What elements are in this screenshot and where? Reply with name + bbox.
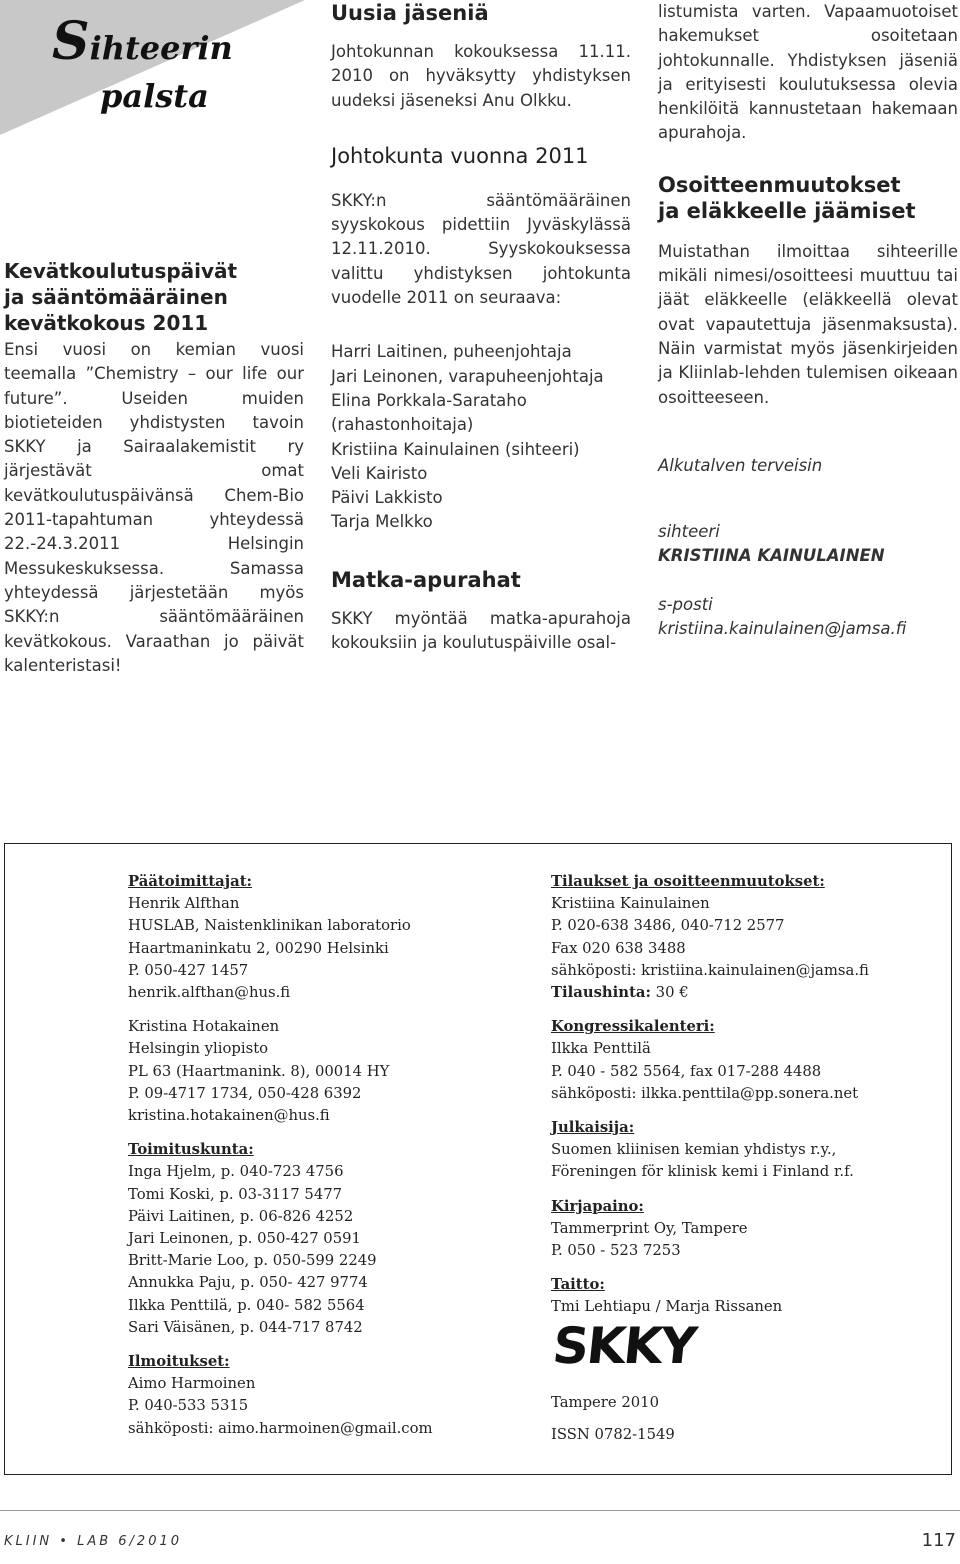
spring-days-heading: Kevätkoulutuspäivät ja sääntömääräinen kevätkokous 2011 xyxy=(4,259,238,335)
title-initial: S xyxy=(52,11,90,72)
committee-label: Toimituskunta: xyxy=(128,1141,254,1159)
title-line2: palsta xyxy=(100,77,209,115)
colophon-left-column: Päätoimittajat: Henrik Alfthan HUSLAB, Naistenklinikan laboratorio Haartmaninkatu 2, 00290 Helsinki P. 050-427 1457 henrik.alfthan@hus.fi Kristina Hotakainen Helsingin yliopisto PL 63 (Haartmanink. 8), 00014 HY P. 09-4717 1734, 050-428 6392 kristina.hotakainen@hus.fi Toimituskunta: Inga Hjelm, p. 040-723 4756 Tomi Koski, p. 03-3117 5477 Päivi Laitinen, p. 06-826 4252 Jari Leinonen, p. 050-427 0591 Britt-Marie Loo, p. 050-599 2249 Annukka Paju, p. 050- 427 9774 Ilkka Penttilä, p. 040- 582 5564 Sari Väisänen, p. 044-717 8742 Ilmoitukset: Aimo Harmoinen P. 040-533 5315 sähköposti: aimo.harmoinen@gmail.com xyxy=(128,871,528,1440)
ads-label: Ilmoitukset: xyxy=(128,1353,230,1371)
publisher-label: Julkaisija: xyxy=(551,1119,635,1137)
place-year: Tampere 2010 xyxy=(551,1394,659,1411)
issn: ISSN 0782-1549 xyxy=(551,1426,675,1443)
spring-days-text: Ensi vuosi on kemian vuosi teemalla ”Chemistry – our life our future”. Useiden muiden biotieteiden yhdistysten tavoin SKKY ja Sairaalakemistit ry järjestävät omat kevätkoulutuspäivänsä Chem-Bio 2011-tapahtuman yhteydessä 22.-24.3.2011 Helsingin Messukeskuksessa. Samassa yhteydessä järjestetään myös SKKY:n sääntömääräinen kevätkokous. Varaathan jo päivät kalenteristasi! xyxy=(4,340,304,675)
address-change-heading: Osoitteenmuutokset ja eläkkeelle jäämiset xyxy=(658,172,916,223)
board-member: Jari Leinonen, varapuheenjohtaja xyxy=(331,366,604,386)
travel-grant-text: SKKY myöntää matka-apurahoja kokouksiin ja koulutuspäiville osal- xyxy=(331,608,631,653)
printer-label: Kirjapaino: xyxy=(551,1197,644,1215)
board-member: Päivi Lakkisto xyxy=(331,488,443,508)
journal-footer: KLIIN • LAB 6/2010 xyxy=(4,1534,183,1549)
travel-grant-text-cont: listumista varten. Vapaamuotoiset hakemukset osoitetaan johtokunnalle. Yhdistyksen jäseniä ja erityisesti koulutuksessa olevia henkilöitä kannustetaan hakemaan apurahoja. xyxy=(658,2,958,143)
board-intro: SKKY:n sääntömääräinen syyskokous pidettiin Jyväskylässä 12.11.2010. Syyskokouksessa valittu yhdistyksen johtokunta vuodelle 2011 on seuraava: xyxy=(331,190,631,308)
email-label: s-posti xyxy=(658,594,713,614)
colophon-right-column: Tilaukset ja osoitteenmuutokset: Kristiina Kainulainen P. 020-638 3486, 040-712 2577 Fax 020 638 3488 sähköposti: kristiina.kainulainen@jamsa.fi Tilaushinta: 30 € Kongressikalenteri: Ilkka Penttilä P. 040 - 582 5564, fax 017-288 4488 sähköposti: ilkka.penttila@pp.sonera.net Julkaisija: Suomen kliinisen kemian yhdistys r.y., Föreningen för klinisk kemi i Finland r.f. Kirjapaino: Tammerprint Oy, Tampere P. 050 - 523 7253 Taitto: Tmi Lehtiapu / Marja Rissanen xyxy=(551,871,941,1319)
board-heading: Johtokunta vuonna 2011 xyxy=(331,143,589,168)
title-rest: ihteerin xyxy=(89,29,233,67)
board-member: Elina Porkkala-Sarataho (rahastonhoitaja) xyxy=(331,390,527,435)
editors-label: Päätoimittajat: xyxy=(128,873,253,890)
orders-label: Tilaukset ja osoitteenmuutokset: xyxy=(551,873,825,890)
congress-label: Kongressikalenteri: xyxy=(551,1018,715,1036)
signature-name: KRISTIINA KAINULAINEN xyxy=(658,546,885,566)
right-column xyxy=(658,0,958,641)
skky-logo: SKKY xyxy=(549,1317,698,1375)
secretary-email: kristiina.kainulainen@jamsa.fi xyxy=(658,619,907,639)
board-member: Harri Laitinen, puheenjohtaja xyxy=(331,342,572,362)
travel-grant-heading: Matka-apurahat xyxy=(331,567,521,592)
new-members-heading: Uusia jäseniä xyxy=(331,1,489,25)
new-members-text: Johtokunnan kokouksessa 11.11. 2010 on hyväksytty yhdistyksen uudeksi jäseneksi Anu Olkku. xyxy=(331,42,631,110)
greeting: Alkutalven terveisin xyxy=(658,455,823,475)
board-member-list xyxy=(331,340,631,534)
layout-label: Taitto: xyxy=(551,1276,605,1294)
board-member: Kristiina Kainulainen (sihteeri) xyxy=(331,439,580,459)
address-change-text: Muistathan ilmoittaa sihteerille mikäli nimesi/osoitteesi muuttuu tai jäät eläkkeelle (eläkkeellä olevat ovat vapautettuja jäsenmaksusta). Näin varmistat myös jäsenkirjeiden ja Kliinlab-lehden tulemisen oikeaan osoitteeseen. xyxy=(658,241,958,407)
board-member: Veli Kairisto xyxy=(331,463,428,483)
signature-role: sihteeri xyxy=(658,522,720,542)
page-number: 117 xyxy=(921,1530,956,1551)
column-title xyxy=(52,11,233,120)
footer-divider xyxy=(0,1510,960,1511)
board-member: Tarja Melkko xyxy=(331,512,433,532)
subscription-price: Tilaushinta: 30 € xyxy=(551,984,689,1002)
middle-column xyxy=(331,0,631,655)
